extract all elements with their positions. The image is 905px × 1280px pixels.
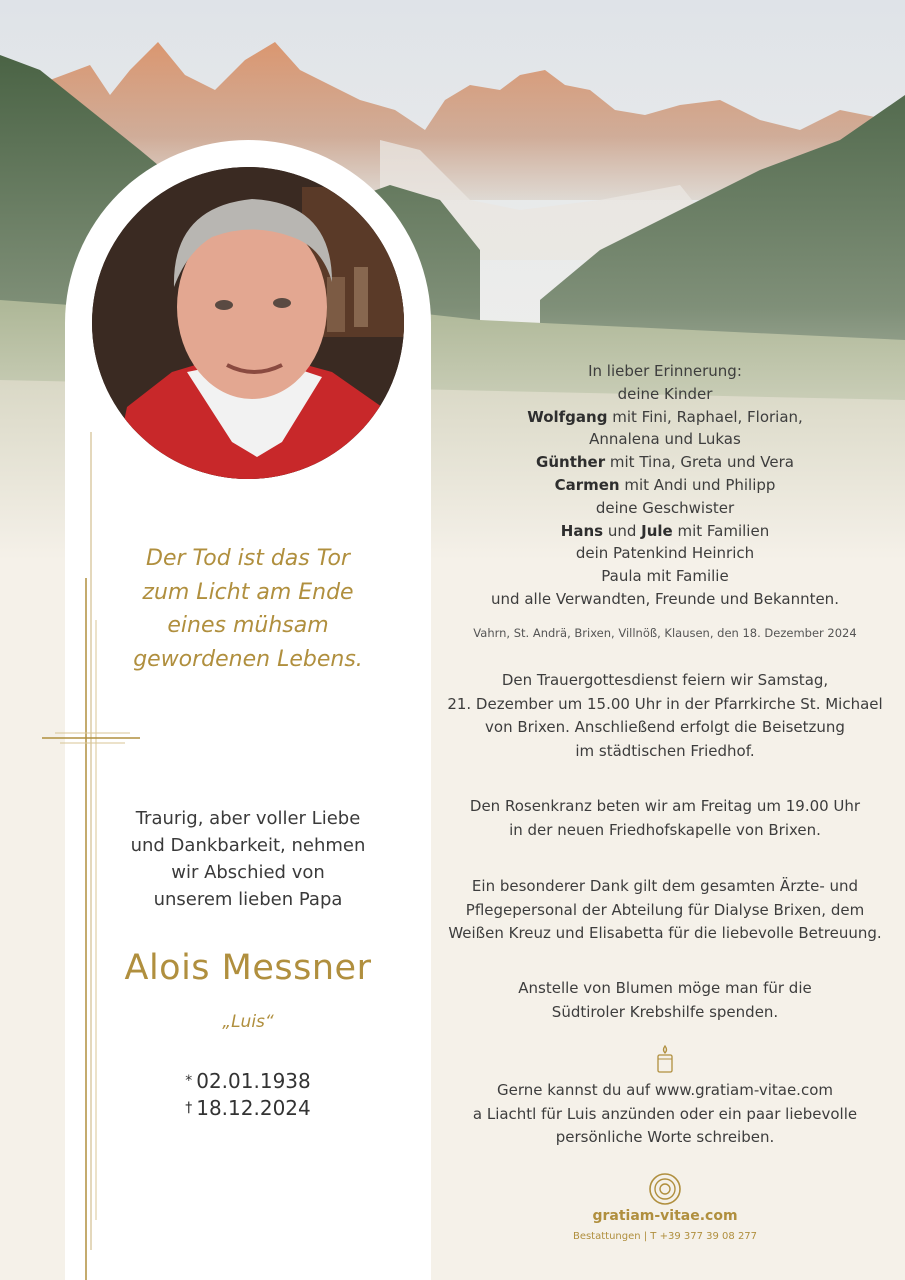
text-line: von Brixen. Anschließend erfolgt die Beisetzung (485, 718, 845, 736)
death-date-row (98, 1095, 398, 1122)
deceased-nickname: „Luis“ (222, 1012, 274, 1032)
mourner-line: dein Patenkind Heinrich (575, 544, 755, 563)
life-dates (98, 1068, 398, 1122)
candle-icon (654, 1044, 676, 1074)
mourner-name: Carmen (554, 475, 620, 494)
mourner-name: Günther (536, 453, 606, 472)
mourner-line (440, 451, 890, 474)
thanks-info (440, 875, 890, 946)
mourner-line: Paula mit Familie (601, 567, 729, 586)
farewell-line: wir Abschied von (171, 862, 325, 883)
text-line: Den Rosenkranz beten wir am Freitag um 19.00 Uhr (469, 797, 861, 815)
mourner-line: und alle Verwandten, Freunde und Bekannten. (491, 589, 839, 608)
rosary-info (440, 795, 890, 842)
quote-line: eines mühsam (167, 613, 329, 638)
mourner-detail: mit Familien (672, 521, 770, 540)
quote-line: Der Tod ist das Tor (146, 546, 350, 571)
place-and-date: Vahrn, St. Andrä, Brixen, Villnöß, Klausen, den 18. Dezember 2024 (473, 626, 857, 640)
mourner-name: Wolfgang (527, 407, 608, 426)
text-line: in der neuen Friedhofskapelle von Brixen. (509, 820, 821, 839)
mourner-name: Hans (560, 521, 604, 540)
text-line: 21. Dezember um 15.00 Uhr in der Pfarrkirche St. Michael (447, 694, 883, 713)
online-condolence-info (440, 1079, 890, 1150)
footer-brand: gratiam-vitae.com (592, 1208, 738, 1224)
portrait-photo (92, 167, 404, 479)
funeral-service-info (440, 669, 890, 763)
text-line: Ein besonderer Dank gilt dem gesamten Ärzte- und (471, 877, 859, 895)
mourner-detail: mit Fini, Raphael, Florian, (607, 407, 803, 426)
quote-line: gewordenen Lebens. (133, 646, 363, 672)
farewell-text (98, 805, 398, 913)
birth-date: 02.01.1938 (196, 1069, 311, 1093)
quote-line: zum Licht am Ende (142, 579, 354, 605)
mourners-intro: In lieber Erinnerung: (588, 362, 742, 380)
donation-info (440, 977, 890, 1024)
text-line: Gerne kannst du auf www.gratiam-vitae.com (497, 1081, 833, 1099)
birth-symbol: * (185, 1073, 193, 1089)
siblings-label: deine Geschwister (595, 498, 735, 517)
mourners-list (440, 360, 890, 611)
farewell-line: und Dankbarkeit, nehmen (130, 835, 366, 856)
footer-contact: Bestattungen | T +39 377 39 08 277 (572, 1231, 758, 1242)
mourner-line: Annalena und Lukas (589, 430, 741, 449)
children-label: deine Kinder (617, 384, 713, 403)
gratiam-vitae-logo-icon (648, 1172, 682, 1206)
text-line: persönliche Worte schreiben. (555, 1128, 775, 1146)
mourner-detail: mit Tina, Greta und Vera (605, 453, 794, 472)
farewell-line: unserem lieben Papa (153, 889, 343, 910)
text-line: Pflegepersonal der Abteilung für Dialyse Brixen, dem (465, 900, 865, 919)
text-line: Den Trauergottesdienst feiern wir Samstag, (501, 671, 829, 689)
mourner-detail: mit Andi und Philipp (619, 475, 776, 494)
mourner-line (440, 406, 890, 429)
text-line: im städtischen Friedhof. (575, 741, 755, 760)
memorial-quote (98, 542, 398, 676)
text-line: Südtiroler Krebshilfe spenden. (551, 1002, 779, 1021)
death-symbol: † (185, 1100, 193, 1116)
deceased-name: Alois Messner (124, 948, 372, 988)
farewell-line: Traurig, aber voller Liebe (135, 808, 361, 829)
mourner-detail: und (603, 521, 642, 540)
text-line: a Liachtl für Luis anzünden oder ein paar liebevolle (472, 1104, 858, 1123)
text-line: Anstelle von Blumen möge man für die (518, 979, 812, 997)
mourner-line (440, 520, 890, 543)
mourner-line (440, 474, 890, 497)
birth-date-row (98, 1068, 398, 1095)
death-date: 18.12.2024 (196, 1096, 311, 1120)
mourner-name: Jule (641, 521, 673, 540)
text-line: Weißen Kreuz und Elisabetta für die liebevolle Betreuung. (448, 924, 882, 942)
